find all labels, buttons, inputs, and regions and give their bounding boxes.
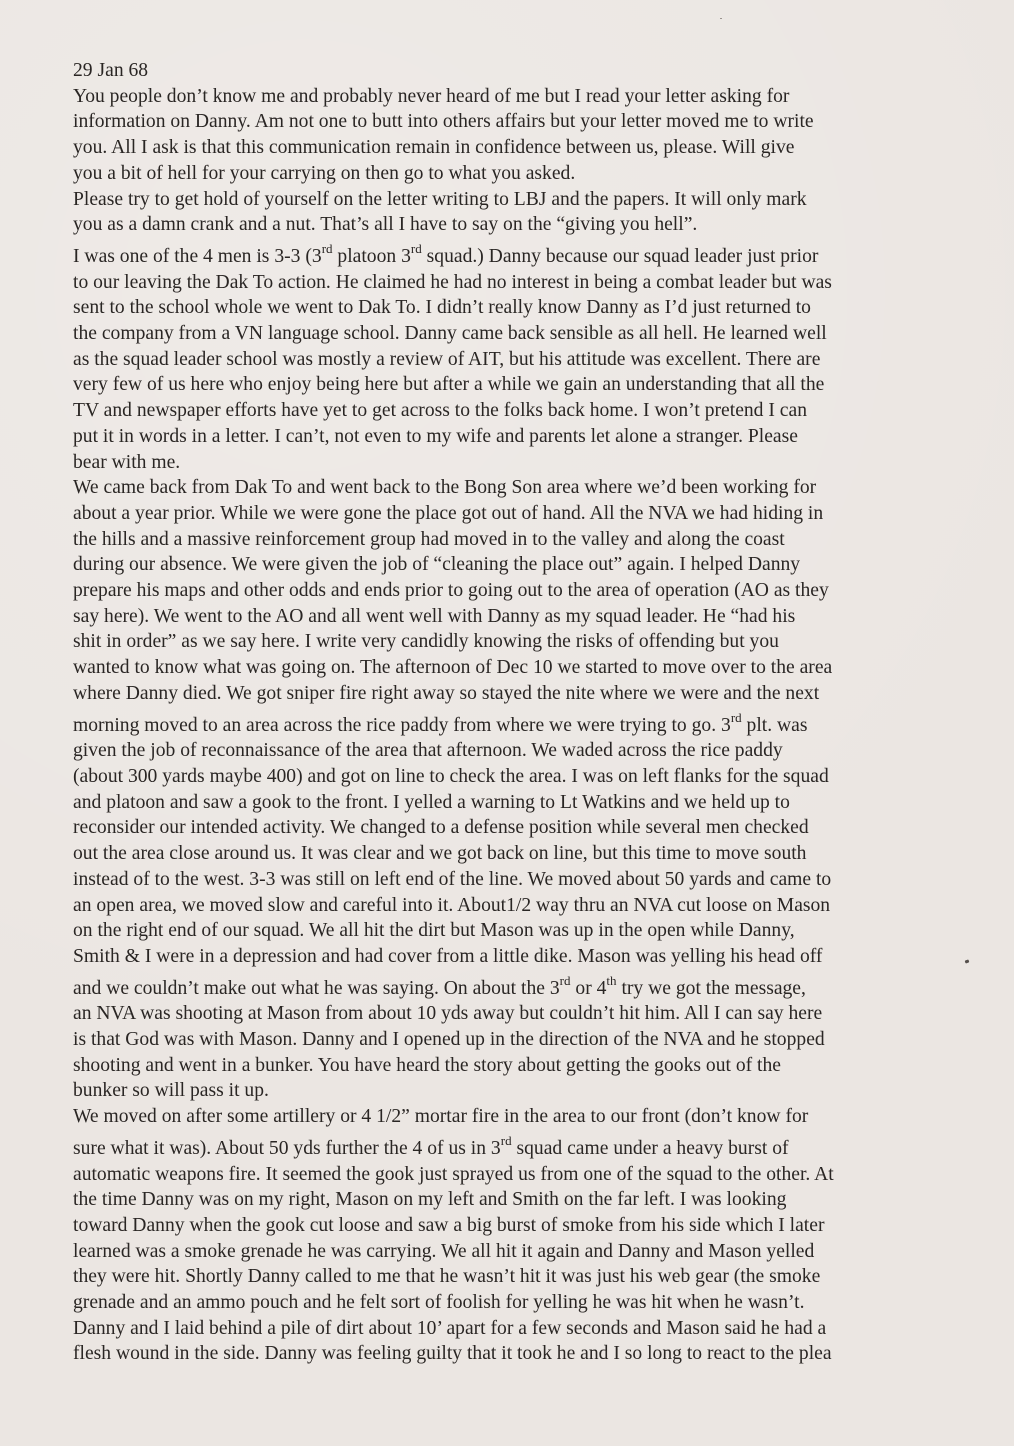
line-text: about a year prior. While we were gone the place got out of hand. All the NVA we had hiding in xyxy=(73,502,824,524)
line-text: on the right end of our squad. We all hit the dirt but Mason was up in the open while Danny, xyxy=(73,920,795,942)
line-text: (about 300 yards maybe 400) and got on line to check the area. I was on left flanks for the squad xyxy=(73,765,829,787)
letter-line xyxy=(73,1316,973,1342)
line-text: flesh wound in the side. Danny was feeling guilty that it took he and I so long to react to the plea xyxy=(73,1343,832,1365)
line-text: you. All I ask is that this communication remain in confidence between us, please. Will give xyxy=(73,137,795,159)
letter-line xyxy=(73,241,973,270)
letter-line xyxy=(73,1001,973,1027)
line-text: Please try to get hold of yourself on the letter writing to LBJ and the papers. It will only mark xyxy=(73,188,807,210)
letter-line xyxy=(73,1053,973,1079)
line-text: bunker so will pass it up. xyxy=(73,1080,269,1102)
ordinal-superscript: rd xyxy=(730,710,742,726)
line-text: given the job of reconnaissance of the area that afternoon. We waded across the rice paddy xyxy=(73,740,783,762)
letter-line xyxy=(73,1104,973,1130)
letter-line xyxy=(73,398,973,424)
letter-line xyxy=(73,1341,973,1367)
ordinal-superscript: rd xyxy=(559,973,571,989)
line-text: they were hit. Shortly Danny called to me that he wasn’t hit it was just his web gear (the smoke xyxy=(73,1266,821,1288)
letter-body xyxy=(73,58,973,1367)
ordinal-superscript: rd xyxy=(321,241,333,257)
line-text: bear with me. xyxy=(73,451,181,473)
letter-line xyxy=(73,815,973,841)
line-text: TV and newspaper efforts have yet to get across to the folks back home. I won’t pretend I can xyxy=(73,400,807,422)
letter-line xyxy=(73,212,973,238)
line-text: you a bit of hell for your carrying on then go to what you asked. xyxy=(73,162,576,184)
line-text: the time Danny was on my right, Mason on my left and Smith on the far left. I was looking xyxy=(73,1189,787,1211)
letter-line xyxy=(73,1027,973,1053)
line-text: or 4 xyxy=(570,977,607,999)
letter-line xyxy=(73,552,973,578)
letter-line xyxy=(73,1213,973,1239)
line-text: We moved on after some artillery or 4 1/2” mortar fire in the area to our front (don’t know for xyxy=(73,1106,809,1128)
letter-line xyxy=(73,1078,973,1104)
letter-line xyxy=(73,867,973,893)
line-text: out the area close around us. It was clear and we got back on line, but this time to move south xyxy=(73,843,807,865)
paper-speck xyxy=(720,18,722,19)
letter-line xyxy=(73,161,973,187)
line-text: very few of us here who enjoy being here but after a while we gain an understanding that all the xyxy=(73,374,825,396)
line-text: grenade and an ammo pouch and he felt sort of foolish for yelling he was hit when he wasn’t. xyxy=(73,1292,805,1314)
line-text: and platoon and saw a gook to the front. I yelled a warning to Lt Watkins and we held up to xyxy=(73,791,790,813)
letter-line xyxy=(73,475,973,501)
line-text: You people don’t know me and probably never heard of me but I read your letter asking for xyxy=(73,85,790,107)
line-text: learned was a smoke grenade he was carrying. We all hit it again and Danny and Mason yelled xyxy=(73,1240,815,1262)
letter-line xyxy=(73,893,973,919)
line-text: you as a damn crank and a nut. That’s all I have to say on the “giving you hell”. xyxy=(73,214,698,236)
letter-line xyxy=(73,790,973,816)
letter-line xyxy=(73,321,973,347)
letter-line xyxy=(73,527,973,553)
letter-line xyxy=(73,109,973,135)
letter-line xyxy=(73,629,973,655)
line-text: platoon 3 xyxy=(332,245,411,267)
letter-line xyxy=(73,918,973,944)
letter-lines xyxy=(73,84,973,1367)
letter-line xyxy=(73,501,973,527)
letter-line xyxy=(73,1239,973,1265)
letter-line xyxy=(73,372,973,398)
line-text: automatic weapons fire. It seemed the gook just sprayed us from one of the squad to the other. At xyxy=(73,1163,834,1185)
line-text: wanted to know what was going on. The afternoon of Dec 10 we started to move over to the area xyxy=(73,657,833,679)
letter-line xyxy=(73,710,973,739)
line-text: prepare his maps and other odds and ends prior to going out to the area of operation (AO as they xyxy=(73,580,829,602)
letter-line xyxy=(73,655,973,681)
ordinal-superscript: th xyxy=(606,973,617,989)
line-text: information on Danny. Am not one to butt into others affairs but your letter moved me to write xyxy=(73,111,814,133)
line-text: the hills and a massive reinforcement group had moved in to the valley and along the coast xyxy=(73,528,785,550)
letter-line xyxy=(73,764,973,790)
letter-line xyxy=(73,1162,973,1188)
line-text: I was one of the 4 men is 3-3 (3 xyxy=(73,245,322,267)
line-text: plt. was xyxy=(741,714,808,736)
line-text: is that God was with Mason. Danny and I opened up in the direction of the NVA and he stopped xyxy=(73,1029,825,1051)
letter-line xyxy=(73,295,973,321)
ordinal-superscript: rd xyxy=(410,241,422,257)
line-text: an NVA was shooting at Mason from about 10 yds away but couldn’t hit him. All I can say here xyxy=(73,1003,823,1025)
line-text: We came back from Dak To and went back to the Bong Son area where we’d been working for xyxy=(73,477,817,499)
letter-line xyxy=(73,944,973,970)
line-text: to our leaving the Dak To action. He claimed he had no interest in being a combat leader but was xyxy=(73,271,832,293)
letter-line xyxy=(73,1264,973,1290)
line-text: try we got the message, xyxy=(616,977,806,999)
line-text: and we couldn’t make out what he was saying. On about the 3 xyxy=(73,977,560,999)
letter-line xyxy=(73,973,973,1002)
letter-line xyxy=(73,841,973,867)
line-text: where Danny died. We got sniper fire right away so stayed the nite where we were and the next xyxy=(73,682,820,704)
letter-line xyxy=(73,578,973,604)
line-text: toward Danny when the gook cut loose and saw a big burst of smoke from his side which I later xyxy=(73,1214,825,1236)
letter-date: 29 Jan 68 xyxy=(73,60,149,81)
line-text: Danny and I laid behind a pile of dirt about 10’ apart for a few seconds and Mason said he had a xyxy=(73,1317,827,1339)
line-text: as the squad leader school was mostly a review of AIT, but his attitude was excellent. There are xyxy=(73,348,821,370)
letter-line xyxy=(73,604,973,630)
letter-line xyxy=(73,1133,973,1162)
line-text: Smith & I were in a depression and had cover from a little dike. Mason was yelling his head off xyxy=(73,945,823,967)
letter-line xyxy=(73,424,973,450)
line-text: shit in order” as we say here. I write very candidly knowing the risks of offending but you xyxy=(73,631,779,653)
line-text: put it in words in a letter. I can’t, not even to my wife and parents let alone a stranger. Please xyxy=(73,425,798,447)
line-text: say here). We went to the AO and all went well with Danny as my squad leader. He “had his xyxy=(73,605,796,627)
line-text: squad came under a heavy burst of xyxy=(511,1137,789,1159)
line-text: morning moved to an area across the rice paddy from where we were trying to go. 3 xyxy=(73,714,731,736)
line-text: the company from a VN language school. Danny came back sensible as all hell. He learned well xyxy=(73,323,827,345)
ordinal-superscript: rd xyxy=(500,1133,512,1149)
letter-line xyxy=(73,1187,973,1213)
letter-line xyxy=(73,681,973,707)
line-text: sent to the school whole we went to Dak To. I didn’t really know Danny as I’d just returned to xyxy=(73,297,811,319)
line-text: an open area, we moved slow and careful into it. About1/2 way thru an NVA cut loose on Mason xyxy=(73,894,831,916)
letter-line xyxy=(73,347,973,373)
line-text: during our absence. We were given the job of “cleaning the place out” again. I helped Danny xyxy=(73,554,801,576)
line-text: squad.) Danny because our squad leader just prior xyxy=(421,245,819,267)
letter-line xyxy=(73,187,973,213)
letter-line xyxy=(73,270,973,296)
letter-line xyxy=(73,84,973,110)
letter-line xyxy=(73,1290,973,1316)
letter-line xyxy=(73,135,973,161)
line-text: reconsider our intended activity. We changed to a defense position while several men checked xyxy=(73,817,809,839)
letter-line xyxy=(73,450,973,476)
line-text: sure what it was). About 50 yds further the 4 of us in 3 xyxy=(73,1137,501,1159)
line-text: instead of to the west. 3-3 was still on left end of the line. We moved about 50 yards and came to xyxy=(73,868,832,890)
line-text: shooting and went in a bunker. You have heard the story about getting the gooks out of the xyxy=(73,1054,781,1076)
letter-line xyxy=(73,738,973,764)
